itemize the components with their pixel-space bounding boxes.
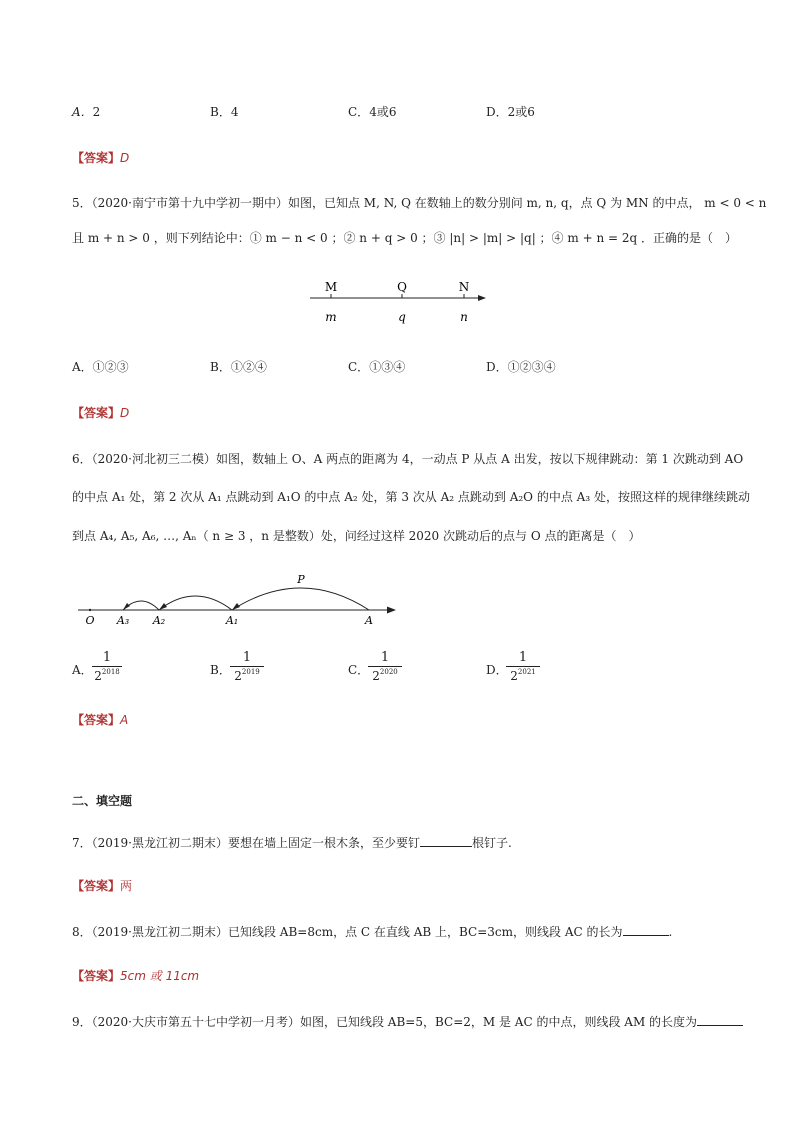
q6-fig-label-A2: A₂ xyxy=(152,614,166,627)
q8-answer-blank[interactable] xyxy=(623,925,669,936)
section-title-fill-in: 二、填空题 xyxy=(72,794,133,808)
q6-option-b-fraction: 1 $2^{2019}$ xyxy=(230,650,264,683)
q7-text: 7．（2019·黑龙江初二期末）要想在墙上固定一根木条，至少要钉 根钉子. xyxy=(72,836,512,850)
q9-text: 9．（2020·大庆市第五十七中学初一月考）如图，已知线段 AB=5，BC=2，M 是 AC 的中点，则线段 AM 的长度为 xyxy=(72,1013,743,1030)
q8-answer: 【答案】5cm 或 11cm xyxy=(72,969,200,983)
q6-jump-figure xyxy=(70,568,410,630)
q5-option-c: C．①③④ xyxy=(348,360,406,374)
q5-option-d: D．①②③④ xyxy=(486,360,556,374)
q5-text-line2: 且 m + n > 0 ，则下列结论中：① m − n < 0 ；② n + q > 0 ；③ |n| > |m| > |q| ；④ m + n = 2q ．正确的是（ ） xyxy=(72,231,737,245)
q5-number-line-figure xyxy=(300,278,500,326)
q5-fig-label-Q: Q xyxy=(397,280,407,294)
q5-fig-label-n: n xyxy=(460,310,468,324)
q5-fig-label-M: M xyxy=(324,280,338,294)
q7-answer: 【答案】两 xyxy=(72,879,133,893)
q6-text-line3: 到点 A₄, A₅, A₆, …, Aₙ（ n ≥ 3 ，n 是整数）处，问经过这样 2020 次跳动后的点与 O 点的距离是（ ） xyxy=(72,529,641,543)
q5-option-a: A．①②③ xyxy=(72,360,129,374)
q6-option-c-label: C． xyxy=(348,663,370,677)
q8-text: 8．（2019·黑龙江初二期末）已知线段 AB=8cm，点 C 在直线 AB 上，BC=3cm，则线段 AC 的长为 . xyxy=(72,925,673,939)
q6-fig-label-A3: A₃ xyxy=(116,614,130,627)
q6-fig-label-A1: A₁ xyxy=(225,614,239,627)
q5-fig-label-m: m xyxy=(325,310,337,324)
q4-option-b: B．4 xyxy=(210,105,239,119)
q6-fig-label-O: O xyxy=(85,614,95,627)
q6-option-d-label: D． xyxy=(486,663,508,677)
q6-option-b-label: B． xyxy=(210,663,231,677)
q5-fig-label-N: N xyxy=(458,280,470,294)
q6-option-d-fraction: 1 $2^{2021}$ xyxy=(506,650,540,683)
q6-fig-label-A: A xyxy=(365,614,373,627)
q5-answer: 【答案】D xyxy=(72,406,130,420)
q6-option-a-label: A． xyxy=(72,663,93,677)
q6-text-line1: 6．（2020·河北初三二模）如图，数轴上 O、A 两点的距离为 4，一动点 P 从点 A 出发，按以下规律跳动：第 1 次跳动到 AO xyxy=(72,452,744,466)
q4-option-a: A．2 xyxy=(72,105,101,119)
q4-option-c: C．4或6 xyxy=(348,105,397,119)
q6-option-a-fraction: 1 $2^{2018}$ xyxy=(92,650,122,683)
q6-text-line2: 的中点 A₁ 处，第 2 次从 A₁ 点跳动到 A₁O 的中点 A₂ 处，第 3 次从 A₂ 点跳动到 A₂O 的中点 A₃ 处，按照这样的规律继续跳动 xyxy=(72,490,750,504)
q4-answer: 【答案】D xyxy=(72,151,130,165)
q4-option-d: D．2或6 xyxy=(486,105,535,119)
q5-text-line1: 5．（2020·南宁市第十九中学初一期中）如图，已知点 M, N, Q 在数轴上的数分别问 m, n, q，点 Q 为 MN 的中点， m < 0 < n xyxy=(72,196,767,210)
q9-answer-blank[interactable] xyxy=(697,1015,743,1026)
q6-option-c-fraction: 1 $2^{2020}$ xyxy=(368,650,402,683)
q5-option-b: B．①②④ xyxy=(210,360,267,374)
q5-fig-label-q: q xyxy=(398,310,406,324)
q7-answer-blank[interactable] xyxy=(420,836,472,847)
q6-fig-label-P: P xyxy=(297,573,305,586)
q6-answer: 【答案】A xyxy=(72,713,129,727)
